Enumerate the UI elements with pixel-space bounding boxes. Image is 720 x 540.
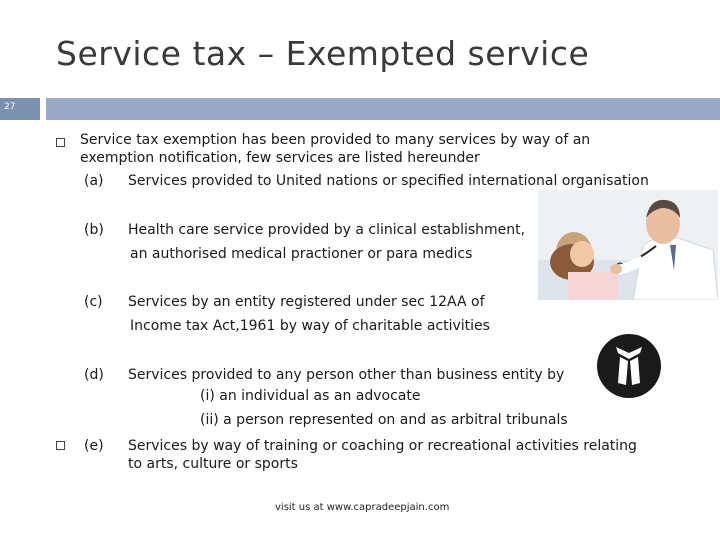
item-label-c: (c) <box>84 294 103 310</box>
footer-link-text: visit us at www.capradeepjain.com <box>275 502 450 513</box>
item-d-line-2: (i) an individual as an advocate <box>200 388 421 404</box>
intro-line-2: exemption notification, few services are listed hereunder <box>80 150 480 166</box>
item-label-b: (b) <box>84 222 104 238</box>
item-b-line-2: an authorised medical practioner or para medics <box>130 246 473 262</box>
doctor-child-photo <box>538 190 718 300</box>
item-d-line-1: Services provided to any person other than business entity by <box>128 367 565 383</box>
item-label-a: (a) <box>84 173 104 189</box>
item-label-e: (e) <box>84 438 104 454</box>
item-e-line-2: to arts, culture or sports <box>128 456 298 472</box>
header-band <box>46 98 720 120</box>
bullet-icon <box>56 441 65 450</box>
item-c-line-2: Income tax Act,1961 by way of charitable activities <box>130 318 490 334</box>
item-b-line-1: Health care service provided by a clinical establishment, <box>128 222 526 238</box>
item-a-line-1: Services provided to United nations or specified international organisation <box>128 173 649 189</box>
advocate-logo <box>580 333 678 399</box>
slide-number: 27 <box>4 102 16 112</box>
item-d-line-3: (ii) a person represented on and as arbitral tribunals <box>200 412 568 428</box>
intro-line-1: Service tax exemption has been provided to many services by way of an <box>80 132 591 148</box>
bullet-icon <box>56 138 65 147</box>
slide-title: Service tax – Exempted service <box>56 34 590 73</box>
item-c-line-1: Services by an entity registered under sec 12AA of <box>128 294 485 310</box>
item-e-line-1: Services by way of training or coaching or recreational activities relating <box>128 438 637 454</box>
item-label-d: (d) <box>84 367 104 383</box>
